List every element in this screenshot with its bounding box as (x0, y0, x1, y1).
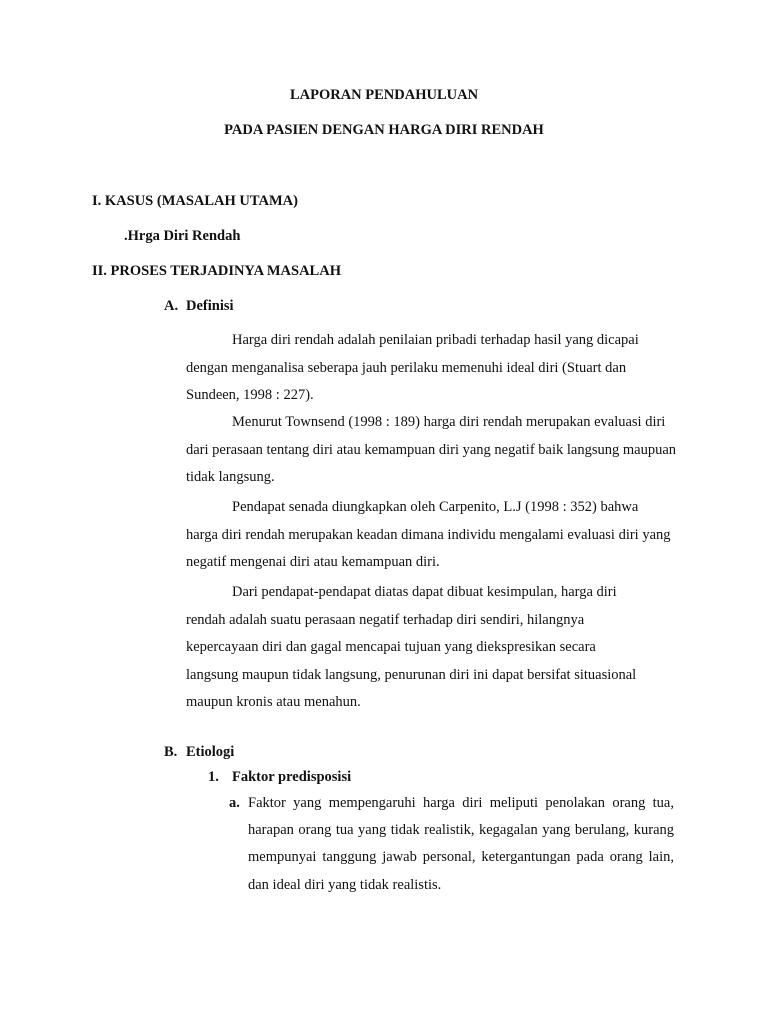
definition-paragraph: Harga diri rendah adalah penilaian pribadi terhadap hasil yang dicapai dengan menganalisa seberapa jauh perilaku memenuhi ideal diri (Stuart dan Sundeen, 1998 : 227). (186, 332, 639, 403)
predisposition-item-a-label: a. (229, 795, 240, 811)
document-title: LAPORAN PENDAHULUAN (289, 87, 479, 103)
section-1-heading: I. KASUS (MASALAH UTAMA) (92, 193, 298, 209)
predisposition-item-a-text: Faktor yang mempengaruhi harga diri meliputi penolakan orang tua, harapan orang tua yang tidak realistik, kegagalan yang berulang, kurang mempunyai tanggung jawab personal, ketergantungan pada orang lain, dan ideal diri yang tidak realistis. (248, 795, 674, 893)
definition-paragraph: Pendapat senada diungkapkan oleh Carpenito, L.J (1998 : 352) bahwa harga diri rendah merupakan keadan dimana individu mengalami evaluasi diri yang negatif mengenai diri atau kemampuan diri. (186, 499, 671, 570)
subsection-a-title: Definisi (186, 298, 234, 314)
etiology-item-1-label: 1. (208, 769, 219, 785)
definition-paragraph: Menurut Townsend (1998 : 189) harga diri rendah merupakan evaluasi diri dari perasaan tentang diri atau kemampuan diri yang negatif baik langsung maupuan tidak langsung. (186, 414, 677, 485)
subsection-b-title: Etiologi (186, 744, 235, 760)
document-subtitle: PADA PASIEN DENGAN HARGA DIRI RENDAH (224, 122, 544, 138)
subsection-a-label: A. (164, 298, 179, 314)
subsection-b-label: B. (164, 744, 178, 760)
definition-paragraph: Dari pendapat-pendapat diatas dapat dibuat kesimpulan, harga diri rendah adalah suatu perasaan negatif terhadap diri sendiri, hilangnya kepercayaan diri dan gagal mencapai tujuan yang diekspresikan secara langsung maupun tidak langsung, penurunan diri ini dapat bersifat situasional maupun kronis atau menahun. (186, 584, 637, 710)
section-1-item: .Hrga Diri Rendah (124, 228, 241, 244)
etiology-item-1-title: Faktor predisposisi (232, 769, 352, 785)
section-2-heading: II. PROSES TERJADINYA MASALAH (92, 263, 341, 279)
